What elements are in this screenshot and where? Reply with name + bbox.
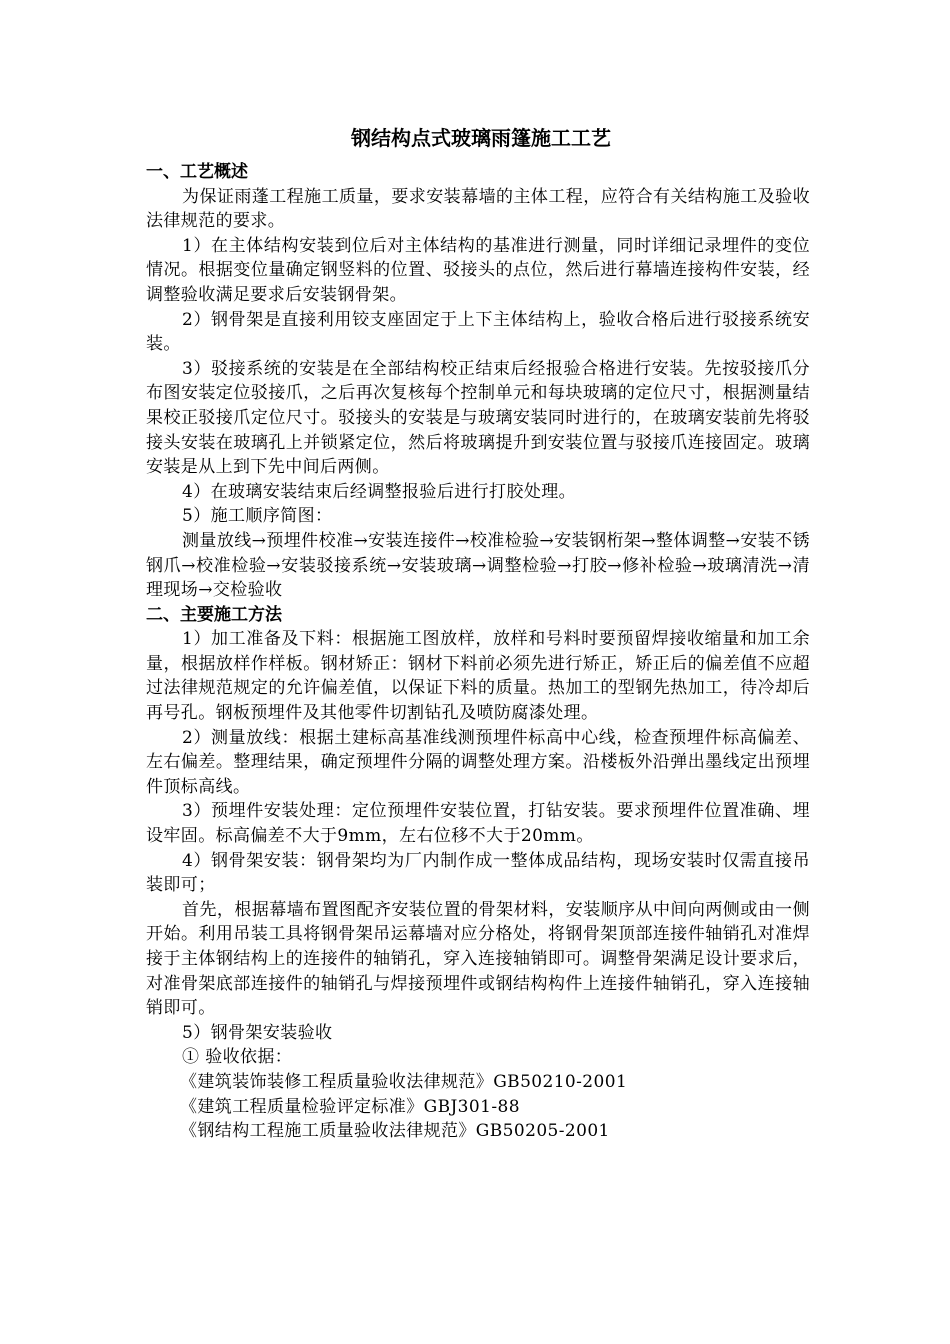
reference-standard: 《钢结构工程施工质量验收法律规范》GB50205-2001 [180,1121,610,1142]
document-title: 钢结构点式玻璃雨篷施工工艺 [351,126,611,150]
paragraph: 首先，根据幕墙布置图配齐安装位置的骨架材料，安装顺序从中间向两侧或由一侧开始。利用吊装工具将钢骨架吊运幕墙对应分格处，将钢骨架顶部连接件轴销孔对准焊接于主体钢结构上的连接件的轴销孔，穿入连接轴销即可。调整骨架满足设计要求后，对准骨架底部连接件的轴销孔与焊接预埋件或钢结构构件上连接件轴销孔，穿入连接轴销即可。 [146,899,810,1019]
paragraph: 5）施工顺序简图： [182,506,333,527]
paragraph: 3）预埋件安装处理：定位预埋件安装位置，打钻安装。要求预埋件位置准确、埋设牢固。标高偏差不大于9mm，左右位移不大于20mm。 [146,801,810,847]
paragraph: 4）在玻璃安装结束后经调整报验后进行打胶处理。 [182,481,577,502]
reference-standard: 《建筑装饰装修工程质量验收法律规范》GB50210-2001 [180,1071,628,1092]
paragraph: 为保证雨蓬工程施工质量，要求安装幕墙的主体工程，应符合有关结构施工及验收法律规范的要求。 [146,186,810,232]
section-heading-overview: 一、工艺概述 [146,162,248,182]
process-sequence: 测量放线→预埋件校准→安装连接件→校准检验→安装钢桁架→整体调整→安装不锈钢爪→校准检验→安装驳接系统→安装玻璃→调整检验→打胶→修补检验→玻璃清洗→清理现场→交检验收 [146,530,810,601]
paragraph: 5）钢骨架安装验收 [182,1022,333,1043]
reference-standard: 《建筑工程质量检验评定标准》GBJ301-88 [180,1096,520,1117]
paragraph: 3）驳接系统的安装是在全部结构校正结束后经报验合格进行安装。先按驳接爪分布图安装定位驳接爪，之后再次复核每个控制单元和每块玻璃的定位尺寸，根据测量结果校正驳接爪定位尺寸。驳接头的安装是与玻璃安装同时进行的，在玻璃安装前先将驳接头安装在玻璃孔上并锁紧定位，然后将玻璃提升到安装位置与驳接爪连接固定。玻璃安装是从上到下先中间后两侧。 [146,358,810,478]
section-heading-methods: 二、主要施工方法 [146,604,282,625]
paragraph: 1）加工准备及下料：根据施工图放样，放样和号料时要预留焊接收缩量和加工余量，根据放样作样板。钢材矫正：钢材下料前必须先进行矫正，矫正后的偏差值不应超过法律规范规定的允许偏差值，以保证下料的质量。热加工的型钢先热加工，待冷却后再号孔。钢板预埋件及其他零件切割钻孔及喷防腐漆处理。 [146,629,810,724]
paragraph: 1）在主体结构安装到位后对主体结构的基准进行测量，同时详细记录埋件的变位情况。根据变位量确定钢竖料的位置、驳接头的点位，然后进行幕墙连接构件安装，经调整验收满足要求后安装钢骨架。 [146,235,810,305]
paragraph: ① 验收依据： [182,1047,293,1068]
paragraph: 2）测量放线：根据土建标高基准线测预埋件标高中心线，检查预埋件标高偏差、左右偏差。整理结果，确定预埋件分隔的调整处理方案。沿楼板外沿弹出墨线定出预埋件顶标高线。 [146,727,810,797]
document-page [146,124,810,1144]
paragraph: 4）钢骨架安装：钢骨架均为厂内制作成一整体成品结构，现场安装时仅需直接吊装即可； [146,850,810,896]
paragraph: 2）钢骨架是直接利用铰支座固定于上下主体结构上，验收合格后进行驳接系统安装。 [146,309,810,355]
